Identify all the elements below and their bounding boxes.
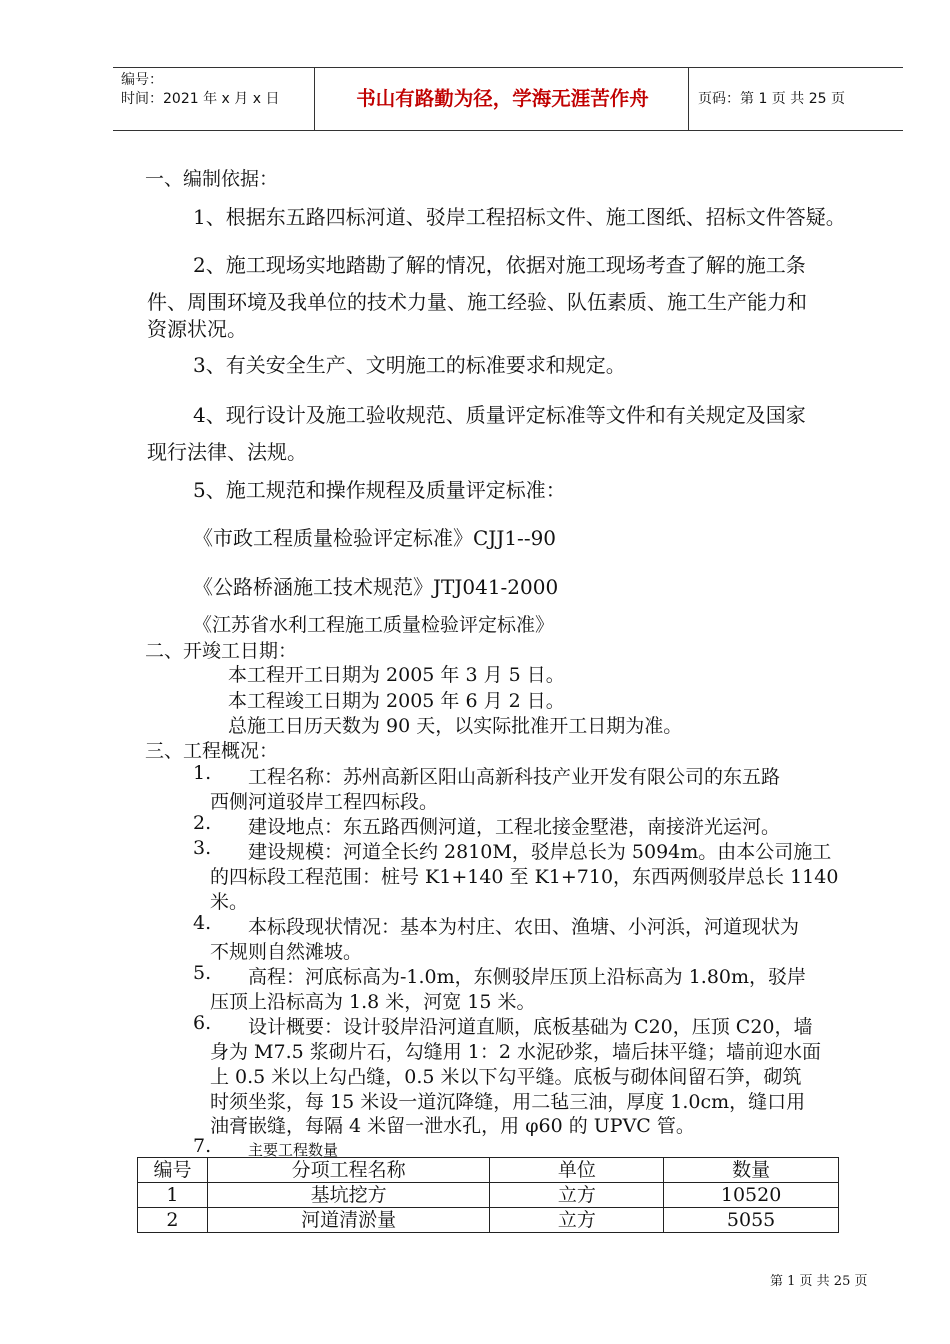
- page-header: [113, 67, 903, 131]
- table-cell: 立方: [490, 1183, 664, 1208]
- header-motto: 书山有路勤为径，学海无涯苦作舟: [356, 87, 649, 110]
- start-date: 本工程开工日期为 2005 年 3 月 5 日。: [228, 664, 565, 686]
- overview-item-number: 6.: [193, 1012, 212, 1034]
- table-header-cell: 数量: [664, 1158, 839, 1183]
- quantity-table: [137, 1157, 839, 1233]
- header-meta: [121, 71, 279, 109]
- table-cell: 1: [138, 1183, 208, 1208]
- header-divider: [688, 68, 689, 130]
- table-cell: 10520: [664, 1183, 839, 1208]
- overview-item-text: 主要工程数量: [248, 1141, 339, 1159]
- overview-item-text: 上 0.5 米以上勾凸缝，0.5 米以下勾平缝。底板与砌体间留石笋，砌筑: [210, 1066, 802, 1088]
- overview-item-text: 设计概要：设计驳岸沿河道直顺，底板基础为 C20，压顶 C20，墙: [248, 1016, 813, 1038]
- table-cell: 立方: [490, 1208, 664, 1233]
- section-title-dates: 二、开竣工日期：: [145, 640, 298, 662]
- table-header-row: [138, 1158, 839, 1183]
- overview-item-text: 建设规模：河道全长约 2810M，驳岸总长为 5094m。由本公司施工: [248, 841, 832, 863]
- header-page-info: 页码：第 1 页 共 25 页: [698, 91, 845, 107]
- overview-item-text: 米。: [210, 891, 249, 913]
- table-cell: 河道清淤量: [207, 1208, 490, 1233]
- table-cell: 5055: [664, 1208, 839, 1233]
- overview-item-text: 的四标段工程范围：桩号 K1+140 至 K1+710，东西两侧驳岸总长 1140: [210, 866, 839, 888]
- overview-item-number: 7.: [193, 1135, 212, 1157]
- basis-item-1: 1、根据东五路四标河道、驳岸工程招标文件、施工图纸、招标文件答疑。: [193, 205, 846, 229]
- header-number-label: 编号：: [121, 72, 163, 88]
- table-header-cell: 单位: [490, 1158, 664, 1183]
- overview-item-text: 建设地点：东五路西侧河道，工程北接金墅港，南接浒光运河。: [248, 816, 781, 838]
- section-title-overview: 三、工程概况：: [145, 740, 279, 762]
- basis-item-5: 5、施工规范和操作规程及质量评定标准：: [193, 478, 566, 502]
- end-date: 本工程竣工日期为 2005 年 6 月 2 日。: [228, 690, 565, 712]
- basis-item-2-line2: 件、周围环境及我单位的技术力量、施工经验、队伍素质、施工生产能力和: [147, 290, 807, 314]
- table-cell: 2: [138, 1208, 208, 1233]
- overview-item-text: 压顶上沿标高为 1.8 米，河宽 15 米。: [210, 991, 536, 1013]
- standard-2: 《公路桥涵施工技术规范》JTJ041-2000: [193, 575, 559, 599]
- overview-item-text: 油膏嵌缝，每隔 4 米留一泄水孔，用 φ60 的 UPVC 管。: [210, 1115, 695, 1137]
- basis-item-4-line1: 4、现行设计及施工验收规范、质量评定标准等文件和有关规定及国家: [193, 403, 806, 427]
- table-cell: 基坑挖方: [207, 1183, 490, 1208]
- basis-item-2-line3: 资源状况。: [147, 317, 247, 341]
- table-row: [138, 1183, 839, 1208]
- table-row: [138, 1208, 839, 1233]
- overview-item-text: 本标段现状情况：基本为村庄、农田、渔塘、小河浜，河道现状为: [248, 916, 800, 938]
- overview-item-text: 不规则自然滩坡。: [210, 941, 363, 963]
- overview-item-text: 身为 M7.5 浆砌片石，勾缝用 1：2 水泥砂浆，墙后抹平缝；墙前迎水面: [210, 1041, 822, 1063]
- basis-item-3: 3、有关安全生产、文明施工的标准要求和规定。: [193, 353, 626, 377]
- overview-item-number: 4.: [193, 912, 212, 934]
- standard-1: 《市政工程质量检验评定标准》CJJ1--90: [193, 526, 557, 550]
- header-time-label: 时间：2021 年 x 月 x 日: [121, 91, 280, 107]
- overview-item-number: 1.: [193, 762, 212, 784]
- overview-item-text: 高程：河底标高为-1.0m，东侧驳岸压顶上沿标高为 1.80m，驳岸: [248, 966, 807, 988]
- page-footer: 第 1 页 共 25 页: [770, 1274, 868, 1289]
- basis-item-4-line2: 现行法律、法规。: [147, 440, 307, 464]
- overview-item-text: 时须坐浆，每 15 米设一道沉降缝，用二毡三油，厚度 1.0cm，缝口用: [210, 1091, 806, 1113]
- section-title-basis: 一、编制依据：: [145, 168, 279, 190]
- standard-3: 《江苏省水利工程施工质量检验评定标准》: [193, 614, 555, 636]
- overview-item-number: 2.: [193, 812, 212, 834]
- overview-item-number: 3.: [193, 837, 212, 859]
- duration: 总施工日历天数为 90 天，以实际批准开工日期为准。: [228, 715, 683, 737]
- basis-item-2-line1: 2、施工现场实地踏勘了解的情况，依据对施工现场考查了解的施工条: [193, 253, 806, 277]
- overview-item-text: 西侧河道驳岸工程四标段。: [210, 791, 439, 813]
- header-divider: [314, 68, 315, 130]
- overview-item-number: 5.: [193, 962, 212, 984]
- table-header-cell: 编号: [138, 1158, 208, 1183]
- overview-item-text: 工程名称：苏州高新区阳山高新科技产业开发有限公司的东五路: [248, 766, 781, 788]
- table-header-cell: 分项工程名称: [207, 1158, 490, 1183]
